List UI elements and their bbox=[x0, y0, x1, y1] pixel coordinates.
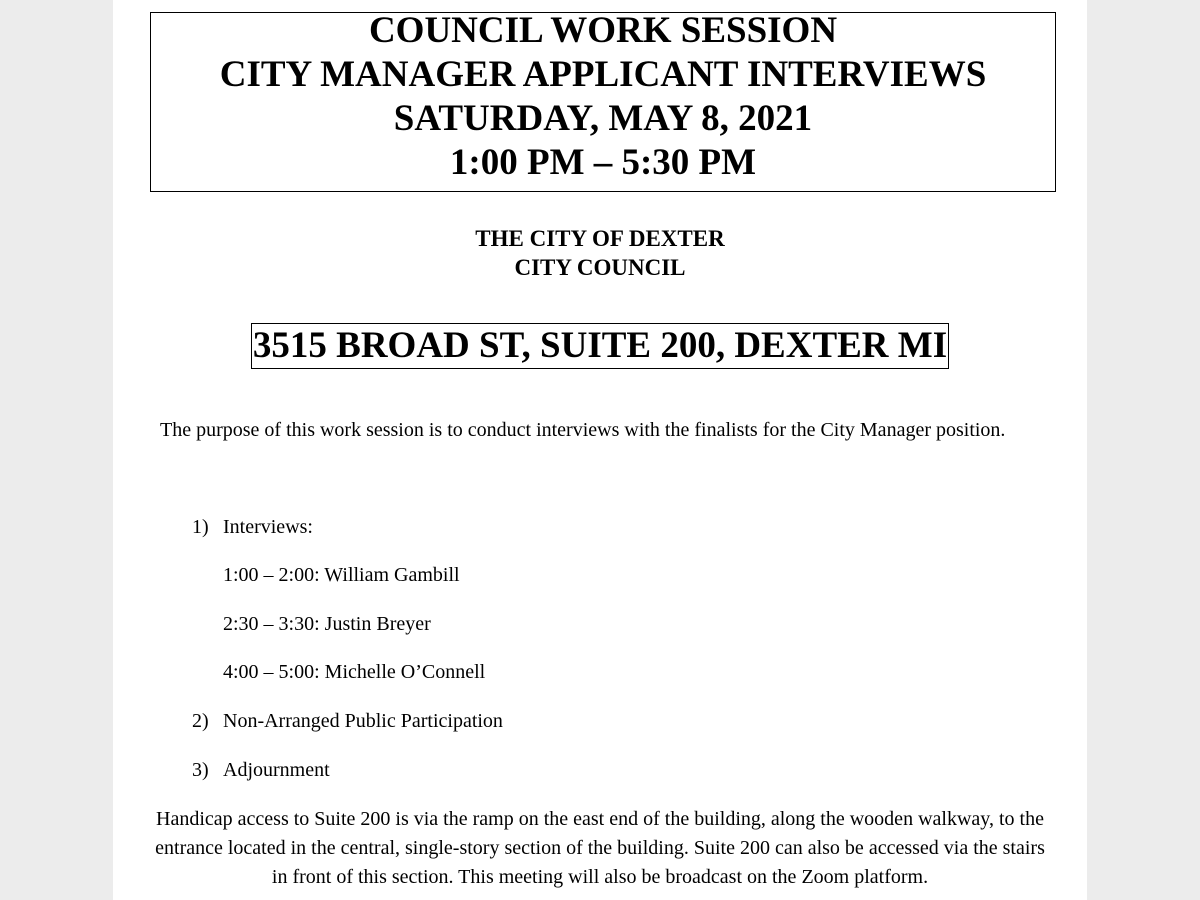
interview-slot-3: 4:00 – 5:00: Michelle O’Connell bbox=[223, 661, 486, 683]
meeting-address: 3515 BROAD ST, SUITE 200, DEXTER MI bbox=[251, 323, 949, 369]
interview-slot-2: 2:30 – 3:30: Justin Breyer bbox=[223, 613, 431, 635]
document-page bbox=[113, 0, 1087, 900]
session-date: SATURDAY, MAY 8, 2021 bbox=[393, 98, 813, 139]
interview-slot-1: 1:00 – 2:00: William Gambill bbox=[223, 564, 460, 586]
accessibility-note: Handicap access to Suite 200 is via the ramp on the east end of the building, along the wooden walkway, to the entrance located in the central, single-story section of the building. Suite 200 can also be accessed via the stairs in front of this section. This meeting will also be broadcast on the Zoom platform. bbox=[155, 808, 1045, 888]
session-subtitle: CITY MANAGER APPLICANT INTERVIEWS bbox=[219, 54, 987, 95]
agenda-item-label: Adjournment bbox=[223, 759, 330, 781]
session-title: COUNCIL WORK SESSION bbox=[368, 10, 838, 51]
agenda-item-number: 3) bbox=[192, 759, 209, 781]
title-box bbox=[150, 12, 1056, 192]
agenda-item-label: Non-Arranged Public Participation bbox=[223, 710, 503, 732]
agenda-item-adjournment bbox=[192, 757, 330, 783]
session-time: 1:00 PM – 5:30 PM bbox=[449, 142, 757, 183]
purpose-paragraph: The purpose of this work session is to conduct interviews with the finalists for the City Manager position. bbox=[160, 419, 1006, 441]
address-block bbox=[113, 323, 1087, 369]
agenda-item-label: Interviews: bbox=[223, 516, 313, 538]
organization-name: THE CITY OF DEXTER bbox=[475, 226, 725, 251]
organization-body: CITY COUNCIL bbox=[514, 255, 686, 280]
agenda-item-number: 2) bbox=[192, 710, 209, 732]
organization-block bbox=[113, 224, 1087, 282]
agenda-item-public-participation bbox=[192, 708, 503, 734]
agenda-item-number: 1) bbox=[192, 516, 209, 538]
agenda-item-interviews bbox=[192, 514, 313, 540]
